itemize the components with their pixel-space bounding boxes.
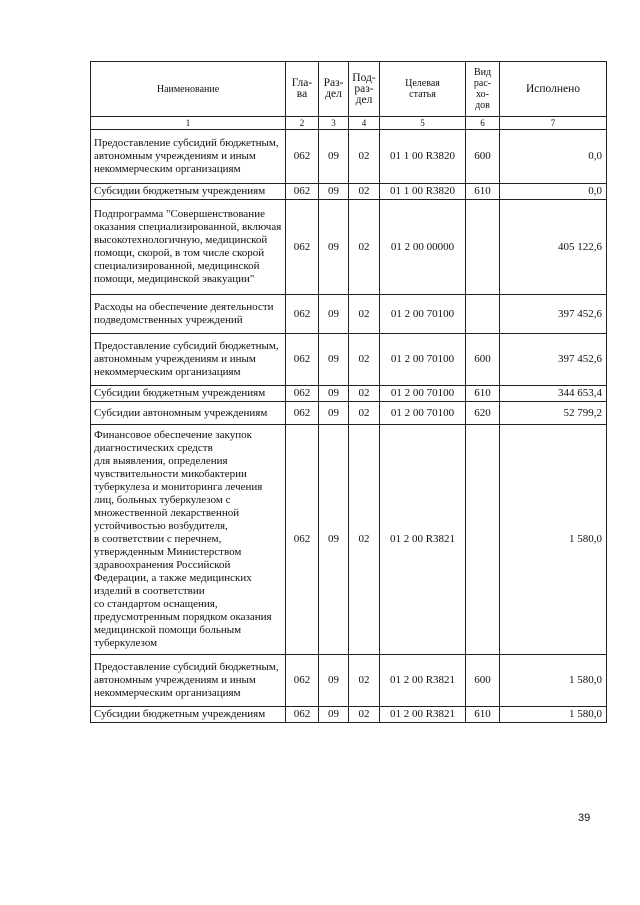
- cell-executed: 52 799,2: [500, 402, 607, 425]
- table-row: [91, 334, 607, 386]
- cell-section: 09: [319, 295, 349, 334]
- table-row: [91, 386, 607, 402]
- cell-subsection: 02: [349, 707, 380, 723]
- cell-section: 09: [319, 386, 349, 402]
- budget-execution-table: [90, 61, 607, 723]
- cell-name: Расходы на обеспечение деятельности подведомственных учреждений: [91, 295, 286, 334]
- cell-name: Предоставление субсидий бюджетным, автономным учреждениям и иным некоммерческим организациям: [91, 334, 286, 386]
- cell-exptype: 600: [466, 655, 500, 707]
- column-number: 1: [91, 117, 286, 130]
- header-subsection: Под- раз- дел: [349, 62, 380, 117]
- cell-exptype: [466, 425, 500, 655]
- table-row: [91, 184, 607, 200]
- cell-chapter: 062: [286, 130, 319, 184]
- cell-chapter: 062: [286, 386, 319, 402]
- column-number: 4: [349, 117, 380, 130]
- cell-chapter: 062: [286, 425, 319, 655]
- header-section: Раз- дел: [319, 62, 349, 117]
- cell-name: Предоставление субсидий бюджетным, автономным учреждениям и иным некоммерческим организациям: [91, 655, 286, 707]
- cell-exptype: 600: [466, 334, 500, 386]
- cell-executed: 344 653,4: [500, 386, 607, 402]
- cell-name: Субсидии бюджетным учреждениям: [91, 184, 286, 200]
- cell-section: 09: [319, 655, 349, 707]
- cell-exptype: 610: [466, 707, 500, 723]
- cell-section: 09: [319, 130, 349, 184]
- cell-target: 01 2 00 70100: [380, 402, 466, 425]
- cell-section: 09: [319, 200, 349, 295]
- cell-target: 01 1 00 R3820: [380, 130, 466, 184]
- cell-exptype: 610: [466, 184, 500, 200]
- cell-executed: 1 580,0: [500, 707, 607, 723]
- cell-executed: 397 452,6: [500, 334, 607, 386]
- cell-subsection: 02: [349, 200, 380, 295]
- cell-subsection: 02: [349, 184, 380, 200]
- table-row: [91, 295, 607, 334]
- cell-name: Финансовое обеспечение закупок диагностических средств для выявления, определения чувствительности микобактерии туберкулеза и мониторинга лечения лиц, больных туберкулезом с множественной лекарственной устойчивостью возбудителя, в соответствии с перечнем, утвержденным Министерством здравоохранения Российской Федерации, а также медицинских изделий в соответствии со стандартом оснащения, предусмотренным порядком оказания медицинской помощи больным туберкулезом: [91, 425, 286, 655]
- cell-target: 01 2 00 R3821: [380, 707, 466, 723]
- table-header-row: [91, 62, 607, 117]
- cell-chapter: 062: [286, 295, 319, 334]
- column-number-row: [91, 117, 607, 130]
- table-row: [91, 402, 607, 425]
- column-number: 6: [466, 117, 500, 130]
- cell-subsection: 02: [349, 402, 380, 425]
- cell-target: 01 2 00 R3821: [380, 655, 466, 707]
- cell-chapter: 062: [286, 200, 319, 295]
- cell-executed: 0,0: [500, 130, 607, 184]
- cell-target: 01 2 00 70100: [380, 295, 466, 334]
- header-executed: Исполнено: [500, 62, 607, 117]
- cell-exptype: [466, 200, 500, 295]
- cell-chapter: 062: [286, 334, 319, 386]
- table-row: [91, 425, 607, 655]
- cell-name: Субсидии бюджетным учреждениям: [91, 386, 286, 402]
- cell-subsection: 02: [349, 655, 380, 707]
- column-number: 7: [500, 117, 607, 130]
- cell-exptype: 620: [466, 402, 500, 425]
- cell-name: Предоставление субсидий бюджетным, автономным учреждениям и иным некоммерческим организациям: [91, 130, 286, 184]
- cell-subsection: 02: [349, 425, 380, 655]
- cell-section: 09: [319, 402, 349, 425]
- cell-executed: 405 122,6: [500, 200, 607, 295]
- page-number: 39: [578, 812, 591, 824]
- cell-section: 09: [319, 425, 349, 655]
- cell-name: Субсидии автономным учреждениям: [91, 402, 286, 425]
- cell-name: Субсидии бюджетным учреждениям: [91, 707, 286, 723]
- table-row: [91, 130, 607, 184]
- header-target: Целевая статья: [380, 62, 466, 117]
- cell-exptype: 610: [466, 386, 500, 402]
- column-number: 3: [319, 117, 349, 130]
- cell-executed: 0,0: [500, 184, 607, 200]
- table-row: [91, 200, 607, 295]
- cell-target: 01 1 00 R3820: [380, 184, 466, 200]
- cell-exptype: 600: [466, 130, 500, 184]
- header-chapter: Гла- ва: [286, 62, 319, 117]
- header-name: Наименование: [91, 62, 286, 117]
- column-number: 2: [286, 117, 319, 130]
- cell-executed: 1 580,0: [500, 655, 607, 707]
- cell-name: Подпрограмма "Совершенствование оказания специализированной, включая высокотехнологичную, медицинской помощи, скорой, в том числе скорой специализированной, медицинской помощи, медицинской эвакуации": [91, 200, 286, 295]
- cell-chapter: 062: [286, 402, 319, 425]
- cell-subsection: 02: [349, 334, 380, 386]
- cell-executed: 1 580,0: [500, 425, 607, 655]
- column-number: 5: [380, 117, 466, 130]
- cell-section: 09: [319, 184, 349, 200]
- cell-section: 09: [319, 707, 349, 723]
- cell-subsection: 02: [349, 295, 380, 334]
- cell-chapter: 062: [286, 707, 319, 723]
- cell-target: 01 2 00 70100: [380, 334, 466, 386]
- cell-chapter: 062: [286, 184, 319, 200]
- cell-target: 01 2 00 R3821: [380, 425, 466, 655]
- cell-executed: 397 452,6: [500, 295, 607, 334]
- cell-subsection: 02: [349, 386, 380, 402]
- cell-target: 01 2 00 00000: [380, 200, 466, 295]
- cell-section: 09: [319, 334, 349, 386]
- table-body: [91, 130, 607, 723]
- cell-subsection: 02: [349, 130, 380, 184]
- table-row: [91, 707, 607, 723]
- cell-exptype: [466, 295, 500, 334]
- cell-chapter: 062: [286, 655, 319, 707]
- header-exptype: Вид рас- хо- дов: [466, 62, 500, 117]
- table-row: [91, 655, 607, 707]
- cell-target: 01 2 00 70100: [380, 386, 466, 402]
